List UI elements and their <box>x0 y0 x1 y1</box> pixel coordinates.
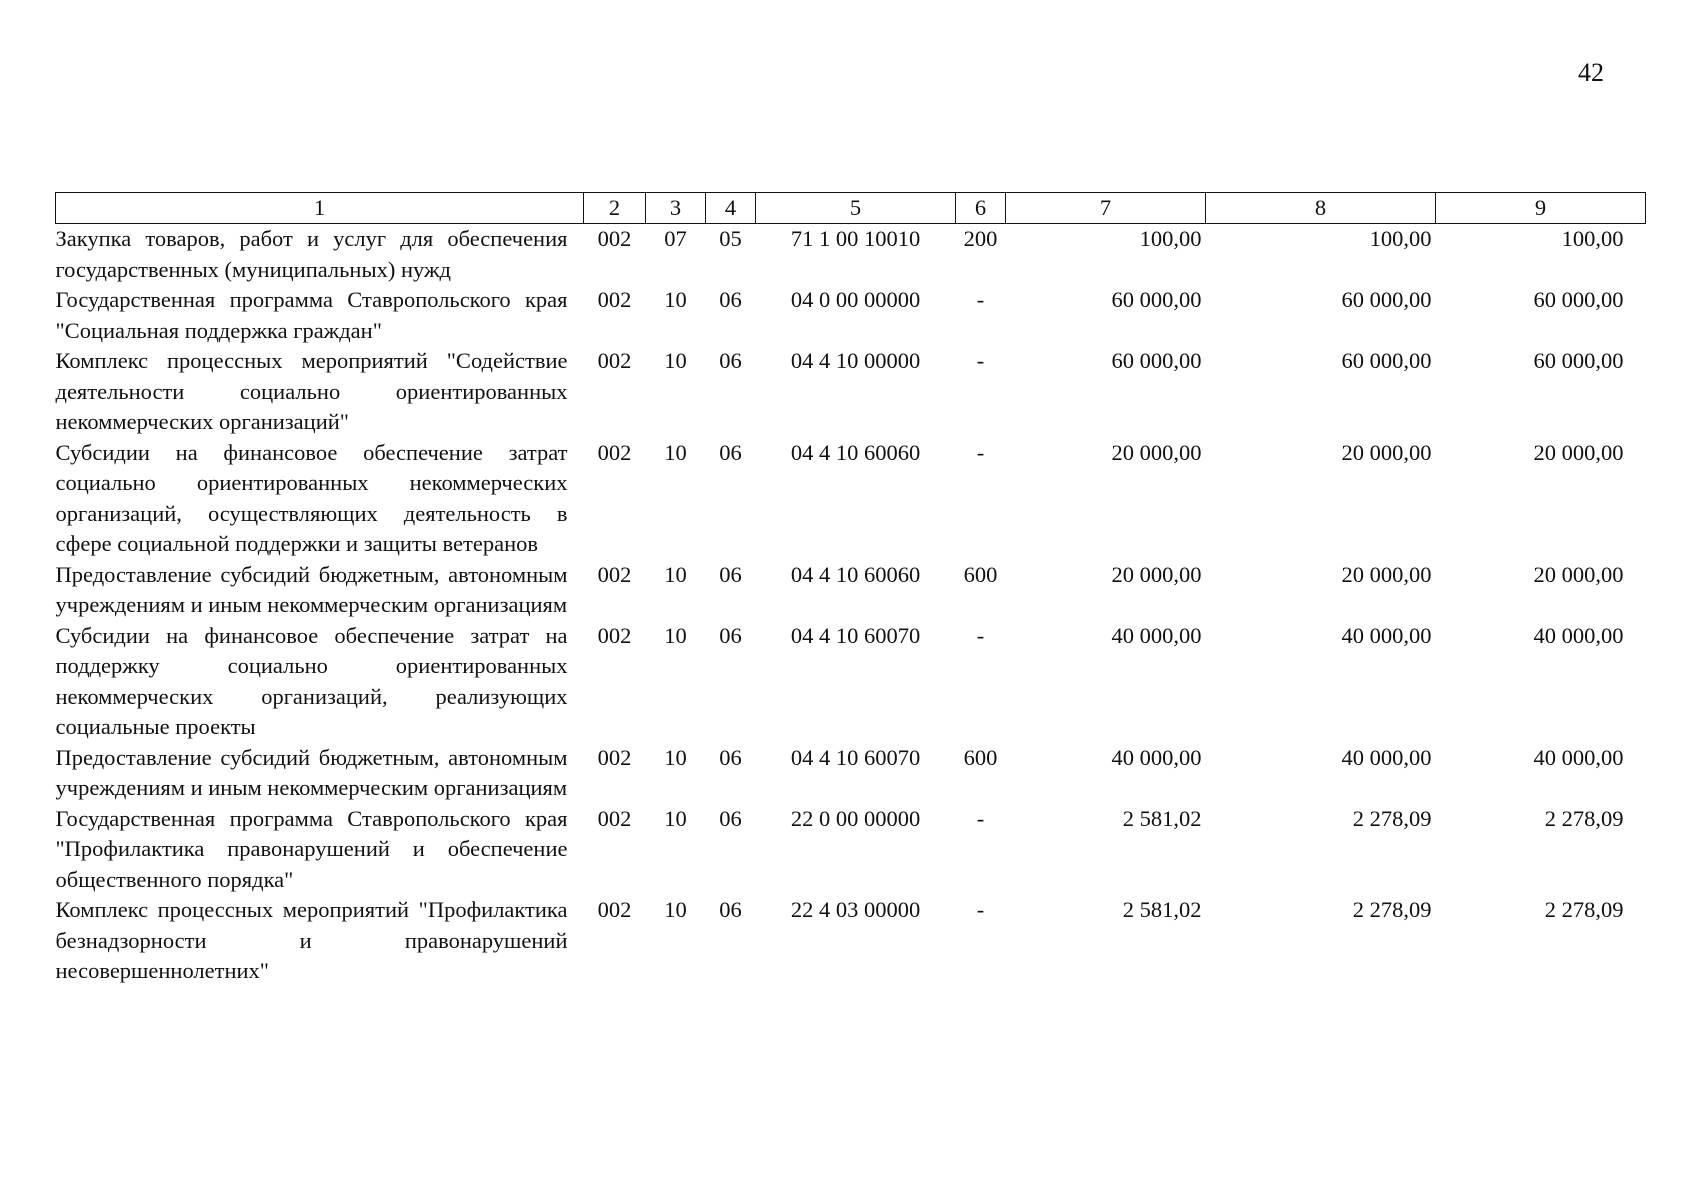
row-name: Комплекс процессных мероприятий "Профилактика безнадзорности и правонарушений несовершеннолетних" <box>55 897 568 983</box>
row-code-5: 22 0 00 00000 <box>790 805 921 831</box>
row-code-3: 10 <box>664 744 687 770</box>
row-code-4: 06 <box>719 744 742 770</box>
row-code-5: 04 4 10 60060 <box>790 439 921 465</box>
row-code-5: 04 4 10 00000 <box>790 348 921 373</box>
row-amount-9: 2 278,09 <box>1544 805 1624 831</box>
table-row <box>56 743 1646 804</box>
table-row <box>56 560 1646 621</box>
row-code-2: 002 <box>597 897 632 922</box>
row-code-2: 002 <box>597 287 632 312</box>
row-code-2: 002 <box>597 439 632 465</box>
row-code-3: 10 <box>664 561 687 587</box>
row-code-4: 06 <box>719 622 742 648</box>
row-code-2: 002 <box>597 622 632 648</box>
row-amount-8: 2 278,09 <box>1352 805 1432 831</box>
row-code-6: - <box>976 439 985 465</box>
row-code-2: 002 <box>597 561 632 587</box>
row-amount-7: 40 000,00 <box>1111 622 1202 648</box>
table-row <box>56 804 1646 896</box>
row-amount-9: 60 000,00 <box>1533 348 1624 373</box>
row-code-6: - <box>976 348 985 373</box>
row-code-2: 002 <box>597 348 632 373</box>
row-code-3: 10 <box>664 897 687 922</box>
table-row <box>56 438 1646 560</box>
row-amount-8: 40 000,00 <box>1341 622 1432 648</box>
row-code-4: 06 <box>719 348 742 373</box>
row-code-6: - <box>976 805 985 831</box>
row-name: Предоставление субсидий бюджетным, автономным учреждениям и иным некоммерческим организациям <box>55 561 568 617</box>
row-name: Субсидии на финансовое обеспечение затрат социально ориентированных некоммерческих организаций, осуществляющих деятельность в сфере социальной поддержки и защиты ветеранов <box>55 439 568 556</box>
row-code-2: 002 <box>597 805 632 831</box>
row-amount-7: 40 000,00 <box>1111 744 1202 770</box>
row-amount-7: 2 581,02 <box>1122 805 1202 831</box>
row-code-4: 06 <box>719 805 742 831</box>
row-amount-8: 20 000,00 <box>1341 561 1432 587</box>
row-code-5: 71 1 00 10010 <box>790 226 921 251</box>
header-cell-1: 1 <box>56 193 584 224</box>
table-body <box>56 224 1646 987</box>
row-code-5: 04 4 10 60060 <box>790 561 921 587</box>
table-header <box>56 193 1646 224</box>
row-code-6: 600 <box>963 561 998 587</box>
page-number: 42 <box>1578 58 1604 87</box>
row-code-5: 04 4 10 60070 <box>790 744 921 770</box>
row-code-6: 200 <box>963 226 998 251</box>
budget-table <box>55 192 1646 987</box>
row-code-4: 05 <box>719 226 742 251</box>
row-code-3: 07 <box>664 226 687 251</box>
row-code-4: 06 <box>719 287 742 312</box>
row-code-6: - <box>976 287 985 312</box>
row-amount-7: 100,00 <box>1139 226 1202 251</box>
row-amount-9: 20 000,00 <box>1533 561 1624 587</box>
row-amount-7: 20 000,00 <box>1111 561 1202 587</box>
header-row <box>56 193 1646 224</box>
row-code-3: 10 <box>664 805 687 831</box>
row-name: Государственная программа Ставропольского края "Профилактика правонарушений и обеспечение общественного порядка" <box>55 805 568 892</box>
row-amount-7: 20 000,00 <box>1111 439 1202 465</box>
row-amount-8: 60 000,00 <box>1341 287 1432 312</box>
row-name: Государственная программа Ставропольского края "Социальная поддержка граждан" <box>55 287 568 343</box>
table-row <box>56 285 1646 346</box>
row-name: Субсидии на финансовое обеспечение затрат на поддержку социально ориентированных некоммерческих организаций, реализующих социальные проекты <box>55 622 568 739</box>
row-amount-9: 60 000,00 <box>1533 287 1624 312</box>
row-code-3: 10 <box>664 439 687 465</box>
header-cell-4: 4 <box>706 193 756 224</box>
row-code-6: - <box>976 622 985 648</box>
row-code-5: 04 0 00 00000 <box>790 287 921 312</box>
row-code-3: 10 <box>664 348 687 373</box>
row-amount-9: 20 000,00 <box>1533 439 1624 465</box>
row-code-4: 06 <box>719 561 742 587</box>
row-code-6: - <box>976 897 985 922</box>
row-name: Комплекс процессных мероприятий "Содействие деятельности социально ориентированных некоммерческих организаций" <box>55 348 568 434</box>
row-amount-8: 100,00 <box>1369 226 1432 251</box>
row-amount-7: 60 000,00 <box>1111 287 1202 312</box>
row-code-2: 002 <box>597 226 632 251</box>
row-code-4: 06 <box>719 439 742 465</box>
table-row <box>56 224 1646 286</box>
row-code-3: 10 <box>664 287 687 312</box>
row-code-3: 10 <box>664 622 687 648</box>
row-amount-7: 2 581,02 <box>1122 897 1202 922</box>
header-cell-7: 7 <box>1006 193 1206 224</box>
row-amount-8: 40 000,00 <box>1341 744 1432 770</box>
row-code-6: 600 <box>963 744 998 770</box>
table-row <box>56 621 1646 743</box>
row-code-2: 002 <box>597 744 632 770</box>
row-name: Закупка товаров, работ и услуг для обеспечения государственных (муниципальных) нужд <box>55 226 568 282</box>
row-amount-9: 2 278,09 <box>1544 897 1624 922</box>
table-row <box>56 895 1646 987</box>
header-cell-8: 8 <box>1206 193 1436 224</box>
row-amount-9: 40 000,00 <box>1533 744 1624 770</box>
row-amount-7: 60 000,00 <box>1111 348 1202 373</box>
row-amount-8: 2 278,09 <box>1352 897 1432 922</box>
row-name: Предоставление субсидий бюджетным, автономным учреждениям и иным некоммерческим организациям <box>55 744 568 800</box>
header-cell-3: 3 <box>646 193 706 224</box>
header-cell-2: 2 <box>584 193 646 224</box>
row-amount-8: 60 000,00 <box>1341 348 1432 373</box>
row-code-5: 04 4 10 60070 <box>790 622 921 648</box>
row-code-4: 06 <box>719 897 742 922</box>
row-amount-8: 20 000,00 <box>1341 439 1432 465</box>
header-cell-5: 5 <box>756 193 956 224</box>
row-amount-9: 100,00 <box>1561 226 1624 251</box>
row-amount-9: 40 000,00 <box>1533 622 1624 648</box>
header-cell-9: 9 <box>1436 193 1646 224</box>
header-cell-6: 6 <box>956 193 1006 224</box>
row-code-5: 22 4 03 00000 <box>790 897 921 922</box>
table-row <box>56 346 1646 438</box>
